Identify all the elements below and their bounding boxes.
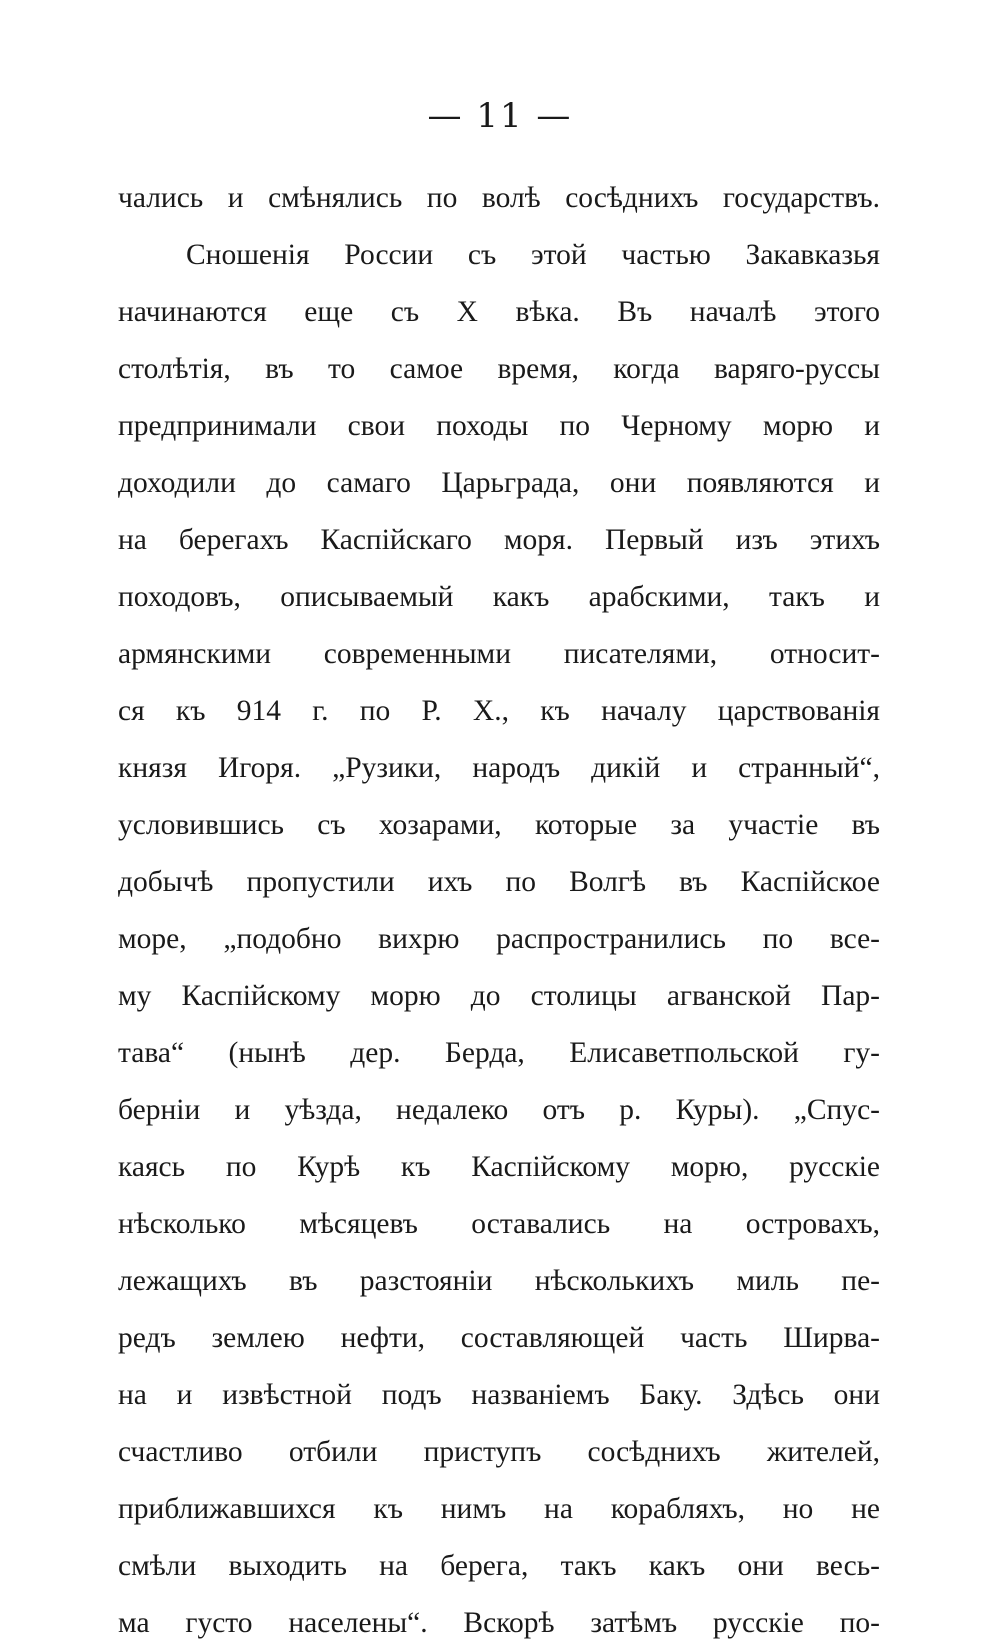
text-line: начинаются еще съ X вѣка. Въ началѣ этого — [118, 296, 880, 328]
text-line: чались и смѣнялись по волѣ сосѣднихъ государствъ. — [118, 182, 880, 214]
text-line: армянскими современными писателями, относит- — [118, 638, 880, 670]
text-line: столѣтія, въ то самое время, когда варяго-руссы — [118, 353, 880, 385]
text-line: счастливо отбили приступъ сосѣднихъ жителей, — [118, 1436, 880, 1468]
text-line: условившись съ хозарами, которые за участіе въ — [118, 809, 880, 841]
text-line: ся къ 914 г. по Р. X., къ началу царствованія — [118, 695, 880, 727]
text-line: му Каспійскому морю до столицы агванской Пар- — [118, 980, 880, 1012]
text-line: море, „подобно вихрю распространились по все- — [118, 923, 880, 955]
text-line: на и извѣстной подъ названіемъ Баку. Здѣсь они — [118, 1379, 880, 1411]
text-line: доходили до самаго Царьграда, они появляются и — [118, 467, 880, 499]
page-number: — 11 — — [427, 96, 573, 136]
text-line: князя Игоря. „Рузики, народъ дикій и странный“, — [118, 752, 880, 784]
text-line: добычѣ пропустили ихъ по Волгѣ въ Каспійское — [118, 866, 880, 898]
text-line: редъ землею нефти, составляющей часть Ширва- — [118, 1322, 880, 1354]
text-line: тава“ (нынѣ дер. Берда, Елисаветпольской гу- — [118, 1037, 880, 1069]
text-line: приближавшихся къ нимъ на корабляхъ, но не — [118, 1493, 880, 1525]
text-line: нѣсколько мѣсяцевъ оставались на островахъ, — [118, 1208, 880, 1240]
text-line: каясь по Курѣ къ Каспійскому морю, русскіе — [118, 1151, 880, 1183]
text-line: ма густо населены“. Вскорѣ затѣмъ русскіе по- — [118, 1607, 880, 1639]
text-line: берніи и уѣзда, недалеко отъ р. Куры). „Спус- — [118, 1094, 880, 1126]
text-line: предпринимали свои походы по Черному морю и — [118, 410, 880, 442]
text-line: лежащихъ въ разстояніи нѣсколькихъ миль пе- — [118, 1265, 880, 1297]
text-line: на берегахъ Каспійскаго моря. Первый изъ этихъ — [118, 524, 880, 556]
text-line: смѣли выходить на берега, такъ какъ они весь- — [118, 1550, 880, 1582]
paragraph-first-line: Сношенія России съ этой частью Закавказья — [186, 239, 880, 271]
text-line: походовъ, описываемый какъ арабскими, такъ и — [118, 581, 880, 613]
body-text — [118, 170, 880, 1652]
